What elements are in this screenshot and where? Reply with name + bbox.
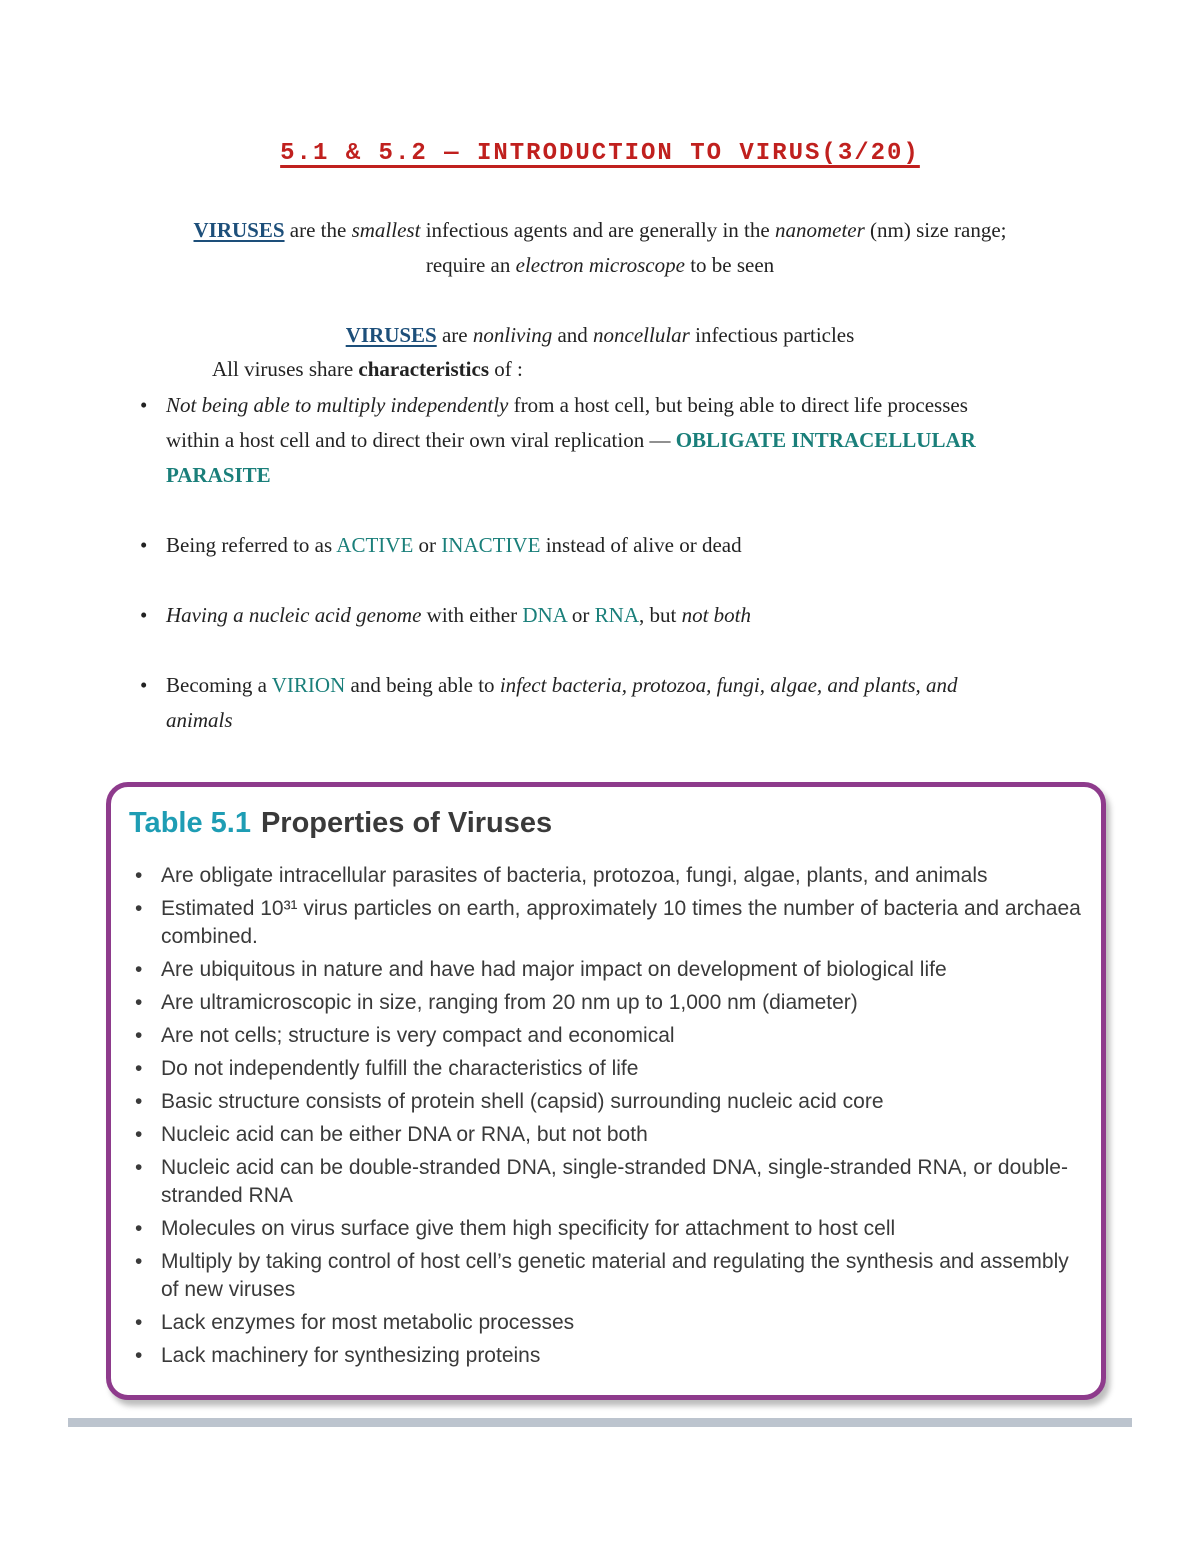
bullet4-keyword-virion: VIRION [271, 673, 346, 697]
list-item [140, 598, 1020, 633]
list-item [133, 989, 1083, 1017]
bullet-icon: • [135, 1024, 143, 1047]
property-text: Lack machinery for synthesizing proteins [161, 1344, 541, 1367]
bullet2-keyword-active: ACTIVE [336, 533, 414, 557]
intro1-text-2: infectious agents and are generally in the [420, 218, 775, 242]
bullet3-italic-1: Having a nucleic acid genome [166, 603, 422, 627]
viruses-keyword: VIRUSES [193, 218, 285, 242]
page-title-text: 5.1 & 5.2 — INTRODUCTION TO VIRUS(3/20) [280, 140, 920, 167]
bullet1-keyword: OBLIGATE INTRACELLULAR PARASITE [166, 428, 976, 487]
property-text: Are ultramicroscopic in size, ranging from 20 nm up to 1,000 nm (diameter) [161, 991, 858, 1014]
property-text: Are not cells; structure is very compact and economical [161, 1024, 675, 1047]
characteristics-list [140, 388, 1020, 773]
bullet3-italic-2: not both [681, 603, 752, 627]
list-item [133, 956, 1083, 984]
properties-list [133, 862, 1083, 1375]
bullet-icon: • [140, 533, 148, 557]
bullet-icon: • [135, 958, 143, 981]
list-item [133, 1154, 1083, 1210]
lead-text-1: All viruses share [212, 357, 359, 381]
intro2-italic-nonliving: nonliving [472, 323, 553, 347]
page-title [0, 140, 1200, 167]
list-item [133, 1215, 1083, 1243]
bullet-icon: • [135, 1311, 143, 1334]
bullet-icon: • [135, 1250, 143, 1273]
bullet-icon: • [135, 1057, 143, 1080]
intro1-text-1: are the [284, 218, 352, 242]
bullet2-text-3: instead of alive or dead [540, 533, 742, 557]
lead-bold-characteristics: characteristics [358, 357, 489, 381]
bullet2-text-2: or [413, 533, 442, 557]
list-item [140, 388, 1020, 493]
list-item [140, 668, 1020, 738]
viruses-keyword-2: VIRUSES [345, 323, 437, 347]
property-text: Multiply by taking control of host cell’s genetic material and regulating the synthesis and assembly of new viruses [161, 1250, 1069, 1301]
bullet-icon: • [135, 864, 143, 887]
bullet3-text-3: , but [639, 603, 682, 627]
intro1-italic-smallest: smallest [351, 218, 421, 242]
list-item [133, 1121, 1083, 1149]
intro1-italic-electron-microscope: electron microscope [515, 253, 685, 277]
bullet-icon: • [140, 673, 148, 697]
list-item [133, 1309, 1083, 1337]
bullet-icon: • [135, 1217, 143, 1240]
bullet4-text-2: and being able to [345, 673, 500, 697]
bullet1-italic: Not being able to multiply independently [166, 393, 509, 417]
intro1-text-3: (nm) size range; [864, 218, 1007, 242]
bullet1-text: from a host cell, but being able to direct life processes within a host cell and to direct their own viral replication — [166, 393, 968, 452]
bullet-icon: • [135, 991, 143, 1014]
property-text: Nucleic acid can be double-stranded DNA, single-stranded DNA, single-stranded RNA, or double-stranded RNA [161, 1156, 1068, 1207]
bullet2-keyword-inactive: INACTIVE [441, 533, 541, 557]
bullet3-keyword-dna: DNA [522, 603, 567, 627]
intro2-italic-noncellular: noncellular [593, 323, 690, 347]
property-text: Nucleic acid can be either DNA or RNA, but not both [161, 1123, 648, 1146]
bullet-icon: • [135, 1090, 143, 1113]
intro2-text-1: are [436, 323, 473, 347]
intro1-text-4: require an [425, 253, 516, 277]
list-item [133, 1022, 1083, 1050]
table-number: Table 5.1 [129, 807, 251, 839]
bullet4-text-1: Becoming a [166, 673, 272, 697]
characteristics-lead [212, 352, 523, 387]
bullet-icon: • [135, 1344, 143, 1367]
intro-paragraph-2 [0, 318, 1200, 353]
intro2-text-3: infectious particles [689, 323, 855, 347]
intro2-text-2: and [552, 323, 594, 347]
intro1-text-5: to be seen [684, 253, 775, 277]
list-item [140, 528, 1020, 563]
intro1-italic-nanometer: nanometer [774, 218, 865, 242]
lead-text-2: of : [489, 357, 523, 381]
bullet2-text-1: Being referred to as [166, 533, 337, 557]
bullet4-italic: infect bacteria, protozoa, fungi, algae, and plants, and animals [166, 673, 958, 732]
bullet-icon: • [140, 393, 148, 417]
bullet-icon: • [135, 897, 143, 920]
property-text: Are ubiquitous in nature and have had major impact on development of biological life [161, 958, 947, 981]
list-item [133, 895, 1083, 951]
property-text: Estimated 10³¹ virus particles on earth, approximately 10 times the number of bacteria and archaea combined. [161, 897, 1081, 948]
page-divider [68, 1418, 1132, 1427]
intro-paragraph-1 [0, 213, 1200, 283]
list-item [133, 1055, 1083, 1083]
list-item [133, 862, 1083, 890]
property-text: Lack enzymes for most metabolic processes [161, 1311, 575, 1334]
bullet-icon: • [135, 1123, 143, 1146]
property-text: Are obligate intracellular parasites of bacteria, protozoa, fungi, algae, plants, and animals [161, 864, 988, 887]
properties-table-box [106, 782, 1106, 1400]
bullet3-text-1: with either [421, 603, 523, 627]
property-text: Basic structure consists of protein shell (capsid) surrounding nucleic acid core [161, 1090, 884, 1113]
list-item [133, 1088, 1083, 1116]
list-item [133, 1248, 1083, 1304]
table-caption: Properties of Viruses [260, 807, 553, 839]
bullet3-keyword-rna: RNA [594, 603, 639, 627]
bullet-icon: • [140, 603, 148, 627]
bullet3-text-2: or [566, 603, 595, 627]
property-text: Do not independently fulfill the characteristics of life [161, 1057, 639, 1080]
list-item [133, 1342, 1083, 1370]
property-text: Molecules on virus surface give them high specificity for attachment to host cell [161, 1217, 896, 1240]
bullet-icon: • [135, 1156, 143, 1179]
table-heading [129, 807, 552, 840]
